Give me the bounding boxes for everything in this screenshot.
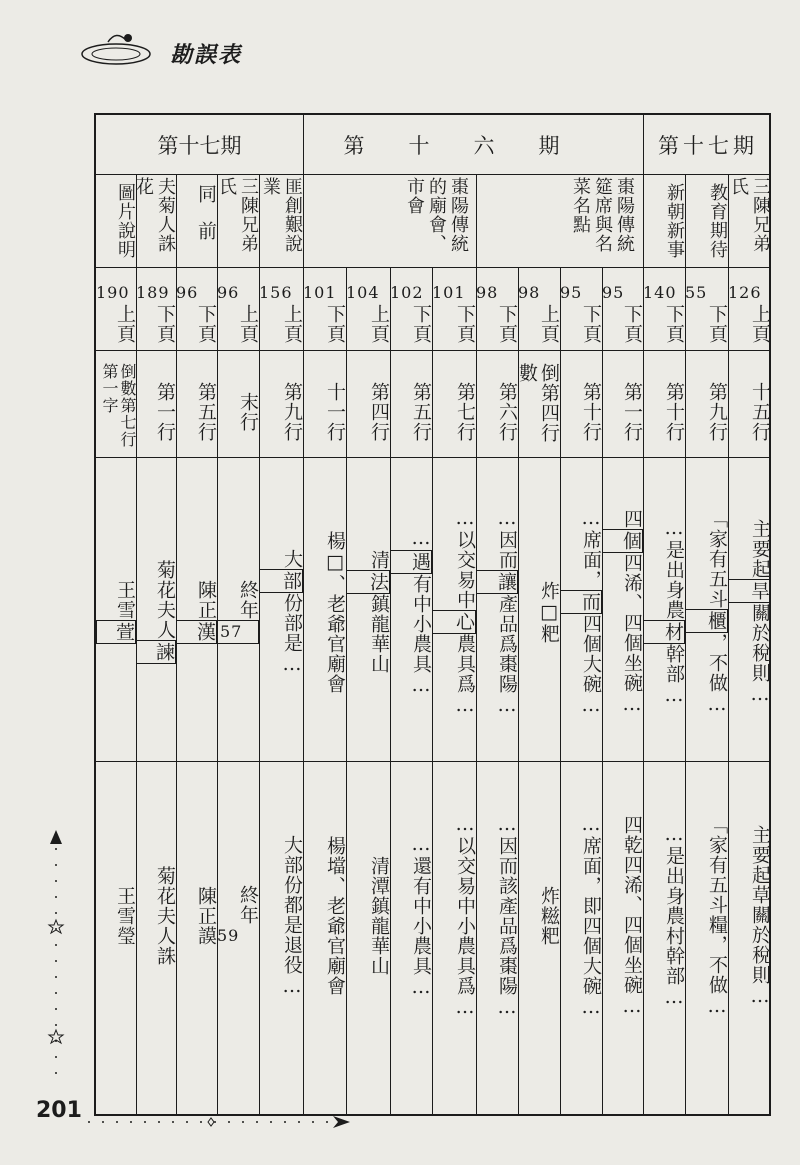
error-highlight-box: 個 <box>602 529 643 553</box>
wrong-text: 楊□、老爺官廟會 <box>324 530 346 694</box>
line-ref: 第九行 <box>281 382 303 442</box>
line-ref: 第九行 <box>706 382 728 442</box>
issue-header-16: 第十六期 <box>343 133 604 158</box>
correct-text: …席面，即四個大碗… <box>580 813 602 1019</box>
label-chen-brothers: 三陳兄弟氏 <box>216 177 259 253</box>
correct-text: 楊壋、老爺官廟會 <box>324 836 346 996</box>
page-ref: 95 下頁 <box>560 283 602 344</box>
page-ref: 55 下頁 <box>685 283 728 344</box>
error-highlight-box: 法 <box>346 570 390 594</box>
dotted-border-decoration-icon <box>46 830 66 1090</box>
error-highlight-box: 而 <box>560 590 602 614</box>
errata-column <box>176 267 217 1117</box>
correct-text: …因而該產品爲棗陽… <box>496 813 518 1019</box>
correct-text: 菊花夫人誅 <box>154 866 176 966</box>
error-highlight-box: 櫃 <box>685 609 728 633</box>
errata-column <box>728 267 771 1117</box>
wrong-text: …席面， 而 四個大碗… <box>560 467 602 757</box>
line-ref: 第五行 <box>195 382 217 442</box>
line-ref: 倒數第七行第一字 <box>100 363 137 448</box>
wrong-text: 主要起 旱 關於稅則… <box>728 467 771 757</box>
line-ref: 第一行 <box>621 382 643 442</box>
errata-column <box>346 267 390 1117</box>
page-ref: 101 下頁 <box>303 283 346 344</box>
correct-text: 大部份都是退役… <box>281 834 303 998</box>
correct-text: 終年 59 <box>217 885 259 945</box>
line-ref: 第十行 <box>663 382 685 442</box>
errata-column <box>643 267 685 1117</box>
dotted-arrow-decoration-icon <box>88 1112 358 1132</box>
line-ref: 第一行 <box>154 382 176 442</box>
page-ref: 190 上頁 <box>96 283 136 344</box>
error-highlight-box: 材 <box>643 620 685 644</box>
wrong-text: 「家有五斗 櫃 ，不做… <box>685 467 728 757</box>
label-chen-brothers-2: 三陳兄弟氏 <box>728 177 771 253</box>
label-bandit-suppression: 匪創艱說業 <box>260 177 303 253</box>
issue-header-17-left: 第十七期 <box>157 133 242 158</box>
line-ref: 倒第四行數 <box>516 363 560 443</box>
errata-column <box>685 267 728 1117</box>
correct-text: 主要起草關於稅則… <box>749 824 771 1008</box>
correct-text: …還有中小農具… <box>410 833 432 999</box>
correct-text: 「家有五斗糧，不做… <box>706 814 728 1018</box>
wrong-text: …是出身農 材 幹部… <box>643 467 685 757</box>
correct-text: 陳正謨 <box>195 886 217 946</box>
errata-column <box>560 267 602 1117</box>
errata-column <box>217 267 259 1117</box>
error-highlight-box: 諫 <box>136 640 176 664</box>
cloud-logo-icon <box>78 28 158 68</box>
error-highlight-box: 心 <box>432 610 476 634</box>
errata-column <box>432 267 476 1117</box>
article-title-zaoyang-banquet: 棗陽傳統筵席與名菜名點 <box>570 177 635 253</box>
page-title: 勘誤表 <box>170 43 243 68</box>
page-ref: 104 上頁 <box>346 283 390 344</box>
errata-column <box>259 267 303 1117</box>
errata-column <box>518 267 560 1117</box>
line-ref: 第四行 <box>368 382 390 442</box>
page-ref: 140 下頁 <box>643 283 685 344</box>
label-photo-caption: 圖片說明 <box>115 183 136 259</box>
page-ref: 98 上頁 <box>518 283 560 344</box>
wrong-text: …以交易中 心 農具爲… <box>432 467 476 757</box>
error-highlight-box: 旱 <box>728 579 771 603</box>
page-ref: 189 下頁 <box>136 283 176 344</box>
page-ref: 101 下頁 <box>432 283 476 344</box>
label-same-as-above: 同前 <box>195 184 217 258</box>
correct-text: 四乾四浠、四個坐碗… <box>621 814 643 1018</box>
wrong-text: 王雪 萱 <box>96 467 136 757</box>
error-highlight-box: 部 <box>259 569 303 593</box>
errata-table <box>94 113 771 1116</box>
correct-text: 炸糍粑 <box>538 886 560 946</box>
wrong-text: 陳正 漢 <box>176 467 217 757</box>
wrong-text: 大 部 份部是… <box>259 467 303 757</box>
line-ref: 第十行 <box>580 382 602 442</box>
line-ref: 十一行 <box>324 382 346 442</box>
label-education-expectation: 教育期待 <box>707 183 728 259</box>
page-ref: 95 下頁 <box>602 283 643 344</box>
page-ref: 126 上頁 <box>728 283 771 344</box>
page-ref: 102 下頁 <box>390 283 432 344</box>
page-ref: 96 上頁 <box>217 283 259 344</box>
error-highlight-box: 遇 <box>390 550 432 574</box>
wrong-text: … 遇 有中小農具… <box>390 467 432 757</box>
error-highlight-box: 57 <box>217 620 259 644</box>
page-ref: 156 上頁 <box>259 283 303 344</box>
wrong-text: 終年 57 <box>217 467 259 757</box>
issue-header-17-right: 第十七期 <box>658 133 758 158</box>
page-ref: 98 下頁 <box>476 283 518 344</box>
errata-column <box>390 267 432 1117</box>
correct-text: …以交易中小農具爲… <box>454 813 476 1019</box>
correct-text: …是出身農村幹部… <box>663 823 685 1009</box>
errata-column <box>96 267 136 1117</box>
line-ref: 第六行 <box>496 382 518 442</box>
correct-text: 清潭鎮龍華山 <box>368 856 390 976</box>
line-ref: 末行 <box>237 392 259 432</box>
line-ref: 十五行 <box>749 382 771 442</box>
error-highlight-box: 漢 <box>176 620 217 644</box>
error-highlight-box: 讓 <box>476 570 518 594</box>
errata-column <box>303 267 346 1117</box>
page-ref: 96 下頁 <box>176 283 217 344</box>
line-ref: 第五行 <box>410 382 432 442</box>
error-highlight-box: 萱 <box>96 620 136 644</box>
label-new-dynasty: 新朝新事 <box>664 183 685 259</box>
line-ref: 第七行 <box>454 382 476 442</box>
label-chrysanthemum: 夫菊人誅花 <box>133 177 176 253</box>
errata-column <box>136 267 176 1117</box>
errata-column <box>476 267 518 1117</box>
wrong-text: 炸□粑 <box>538 580 560 644</box>
wrong-text: 四 個 四浠、四個坐碗… <box>602 467 643 757</box>
errata-column <box>602 267 643 1117</box>
page-number: 201 <box>36 1098 82 1123</box>
wrong-text: …因而 讓 產品爲棗陽… <box>476 467 518 757</box>
wrong-text: 清 法 鎮龍華山 <box>346 467 390 757</box>
article-title-temple-fair: 棗陽傳統的廟會、市會 <box>404 177 469 253</box>
correct-text: 王雪瑩 <box>114 886 136 946</box>
wrong-text: 菊花夫人 諫 <box>136 467 176 757</box>
